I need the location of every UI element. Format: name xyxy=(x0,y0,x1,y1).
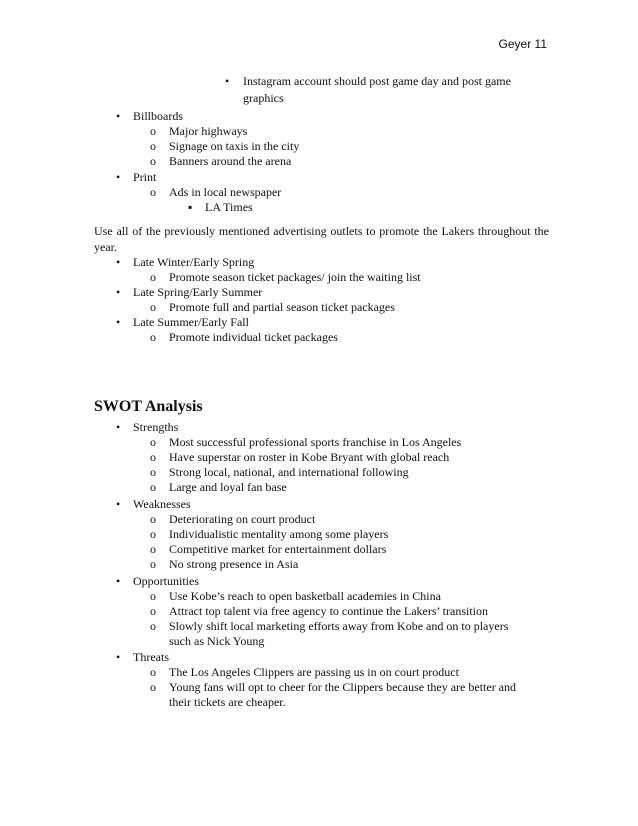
bullet-circle: o xyxy=(150,185,156,199)
season-item-1: Promote season ticket packages/ join the waiting list xyxy=(169,270,421,284)
bullet-disc: • xyxy=(116,255,121,269)
strength-item: Have superstar on roster in Kobe Bryant with global reach xyxy=(169,450,450,464)
bullet-circle: o xyxy=(150,527,156,541)
strength-item: Most successful professional sports franchise in Los Angeles xyxy=(169,435,462,449)
weakness-item: Deteriorating on court product xyxy=(169,512,316,526)
swot-heading: SWOT Analysis xyxy=(94,398,203,415)
list-item-print-ads: Ads in local newspaper xyxy=(169,185,282,199)
bullet-circle: o xyxy=(150,270,156,284)
bullet-disc: • xyxy=(116,109,121,123)
strength-item: Large and loyal fan base xyxy=(169,480,287,494)
bullet-disc: • xyxy=(116,170,121,184)
season-label-1: Late Winter/Early Spring xyxy=(133,255,255,269)
bullet-disc: • xyxy=(116,497,121,511)
list-item-billboard-2: Signage on taxis in the city xyxy=(169,139,300,153)
season-label-3: Late Summer/Early Fall xyxy=(133,315,249,329)
list-item-instagram-line1: Instagram account should post game day and post game xyxy=(243,74,511,88)
bullet-circle: o xyxy=(150,300,156,314)
weakness-item: No strong presence in Asia xyxy=(169,557,299,571)
bullet-circle: o xyxy=(150,435,156,449)
list-item-la-times: LA Times xyxy=(205,200,253,214)
threat-item: The Los Angeles Clippers are passing us in on court product xyxy=(169,665,459,679)
strength-item: Strong local, national, and international following xyxy=(169,465,409,479)
swot-opportunities-label: Opportunities xyxy=(133,574,199,588)
bullet-disc: • xyxy=(116,315,121,329)
bullet-square: ▪ xyxy=(188,200,193,214)
opportunity-item: Attract top talent via free agency to continue the Lakers’ transition xyxy=(169,604,488,618)
opportunity-item: Slowly shift local marketing efforts away from Kobe and on to players xyxy=(169,619,509,633)
opportunity-item-continued: such as Nick Young xyxy=(169,634,265,648)
swot-threats-label: Threats xyxy=(133,650,169,664)
bullet-circle: o xyxy=(150,557,156,571)
bullet-circle: o xyxy=(150,619,156,633)
weakness-item: Competitive market for entertainment dollars xyxy=(169,542,387,556)
bullet-circle: o xyxy=(150,665,156,679)
list-item-billboard-3: Banners around the arena xyxy=(169,154,292,168)
bullet-circle: o xyxy=(150,589,156,603)
opportunity-item: Use Kobe’s reach to open basketball academies in China xyxy=(169,589,441,603)
bullet-circle: o xyxy=(150,480,156,494)
bullet-circle: o xyxy=(150,512,156,526)
list-item-instagram-line2: graphics xyxy=(243,91,284,105)
list-item-billboards: Billboards xyxy=(133,109,183,123)
bullet-disc: • xyxy=(116,650,121,664)
bullet-disc: • xyxy=(116,574,121,588)
season-item-3: Promote individual ticket packages xyxy=(169,330,338,344)
bullet-circle: o xyxy=(150,124,156,138)
threat-item-continued: their tickets are cheaper. xyxy=(169,695,286,709)
bullet-disc: • xyxy=(116,420,121,434)
page-header-label: Geyer 11 xyxy=(498,37,547,51)
bullet-circle: o xyxy=(150,154,156,168)
swot-strengths-label: Strengths xyxy=(133,420,179,434)
bullet-circle: o xyxy=(150,330,156,344)
bullet-disc: • xyxy=(116,285,121,299)
weakness-item: Individualistic mentality among some players xyxy=(169,527,389,541)
swot-weaknesses-label: Weaknesses xyxy=(133,497,191,511)
season-label-2: Late Spring/Early Summer xyxy=(133,285,263,299)
list-item-billboard-1: Major highways xyxy=(169,124,248,138)
bullet-disc: • xyxy=(225,74,230,88)
bullet-circle: o xyxy=(150,450,156,464)
season-item-2: Promote full and partial season ticket packages xyxy=(169,300,395,314)
bullet-circle: o xyxy=(150,604,156,618)
bullet-circle: o xyxy=(150,680,156,694)
bullet-circle: o xyxy=(150,542,156,556)
threat-item: Young fans will opt to cheer for the Clippers because they are better and xyxy=(169,680,517,694)
list-item-print: Print xyxy=(133,170,157,184)
bullet-circle: o xyxy=(150,465,156,479)
advertising-paragraph: Use all of the previously mentioned advertising outlets to promote the Lakers throughout the year. xyxy=(94,224,549,254)
bullet-circle: o xyxy=(150,139,156,153)
